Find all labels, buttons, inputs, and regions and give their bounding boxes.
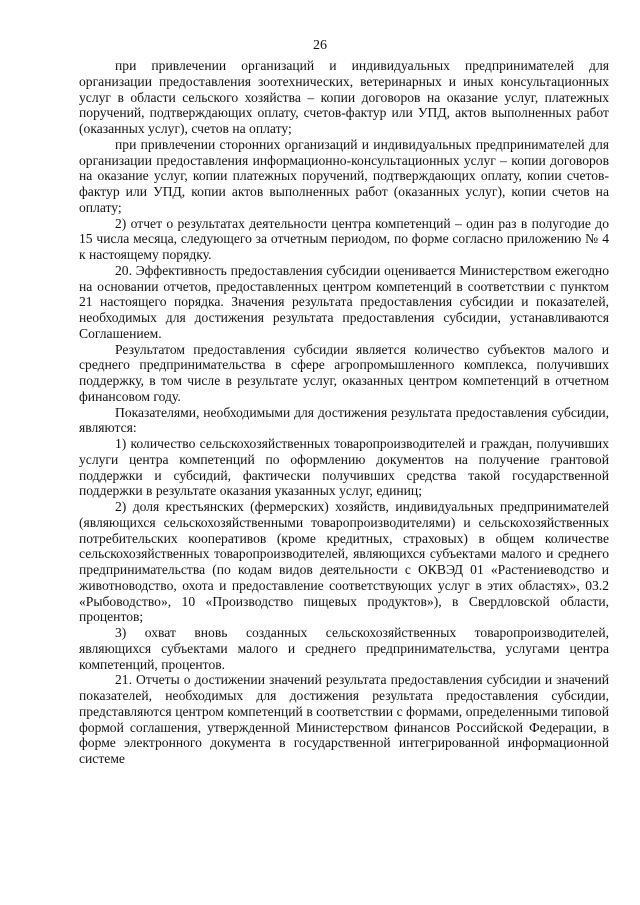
paragraph: 2) доля крестьянских (фермерских) хозяйств, индивидуальных предпринимателей (являющихся сельскохозяйственными товаропроизводителями) и сельскохозяйственных потребительских кооперативов (кроме кредитных, страховых) в общем количестве сельскохозяйственных товаропроизводителей, являющихся субъектами малого и среднего предпринимательства (по кодам видов деятельности с ОКВЭД 01 «Растениеводство и животноводство, охота и предоставление соответствующих услуг в этих областях», 03.2 «Рыбоводство», 10 «Производство пищевых продуктов»), в Свердловской области, процентов; — [79, 499, 609, 625]
paragraph: 1) количество сельскохозяйственных товаропроизводителей и граждан, получивших услуги центра компетенций по оформлению документов на получение грантовой поддержки и субсидий, фактически получивших средства такой государственной поддержки в результате оказания указанных услуг, единиц; — [79, 436, 609, 499]
paragraph: Результатом предоставления субсидии является количество субъектов малого и среднего предпринимательства в сфере агропромышленного комплекса, получивших поддержку, в том числе в результате услуг, оказанных центром компетенций в отчетном финансовом году. — [79, 341, 609, 404]
page-number: 26 — [313, 38, 327, 53]
body-text — [79, 58, 609, 767]
paragraph: 21. Отчеты о достижении значений результата предоставления субсидии и значений показателей, необходимых для достижения результата предоставления субсидии, представляются центром компетенций в соответствии с формами, определенными типовой формой соглашения, утвержденной Министерством финансов Российской Федерации, в форме электронного документа в государственной интегрированной информационной системе — [79, 672, 609, 766]
paragraph: при привлечении сторонних организаций и индивидуальных предпринимателей для организации предоставления информационно-консультационных услуг – копии договоров на оказание услуг, копии платежных поручений, подтверждающих оплату, копии счетов-фактур или УПД, копии актов выполненных работ (оказанных услуг), копии счетов на оплату; — [79, 136, 609, 215]
paragraph: 3) охват вновь созданных сельскохозяйственных товаропроизводителей, являющихся субъектами малого и среднего предпринимательства, услугами центра компетенций, процентов. — [79, 625, 609, 672]
paragraph: 20. Эффективность предоставления субсидии оценивается Министерством ежегодно на основании отчетов, предоставленных центром компетенций в соответствии с пунктом 21 настоящего порядка. Значения результата предоставления субсидии и показателей, необходимых для достижения результата предоставления субсидии, устанавливаются Соглашением. — [79, 262, 609, 341]
paragraph: Показателями, необходимыми для достижения результата предоставления субсидии, являются: — [79, 404, 609, 436]
paragraph: при привлечении организаций и индивидуальных предпринимателей для организации предоставления зоотехнических, ветеринарных и иных консультационных услуг в области сельского хозяйства – копии договоров на оказание услуг, платежных поручений, подтверждающих оплату, счетов-фактур или УПД, актов выполненных работ (оказанных услуг), счетов на оплату; — [79, 58, 609, 136]
paragraph: 2) отчет о результатах деятельности центра компетенций – один раз в полугодие до 15 числа месяца, следующего за отчетным периодом, по форме согласно приложению № 4 к настоящему порядку. — [79, 215, 609, 262]
